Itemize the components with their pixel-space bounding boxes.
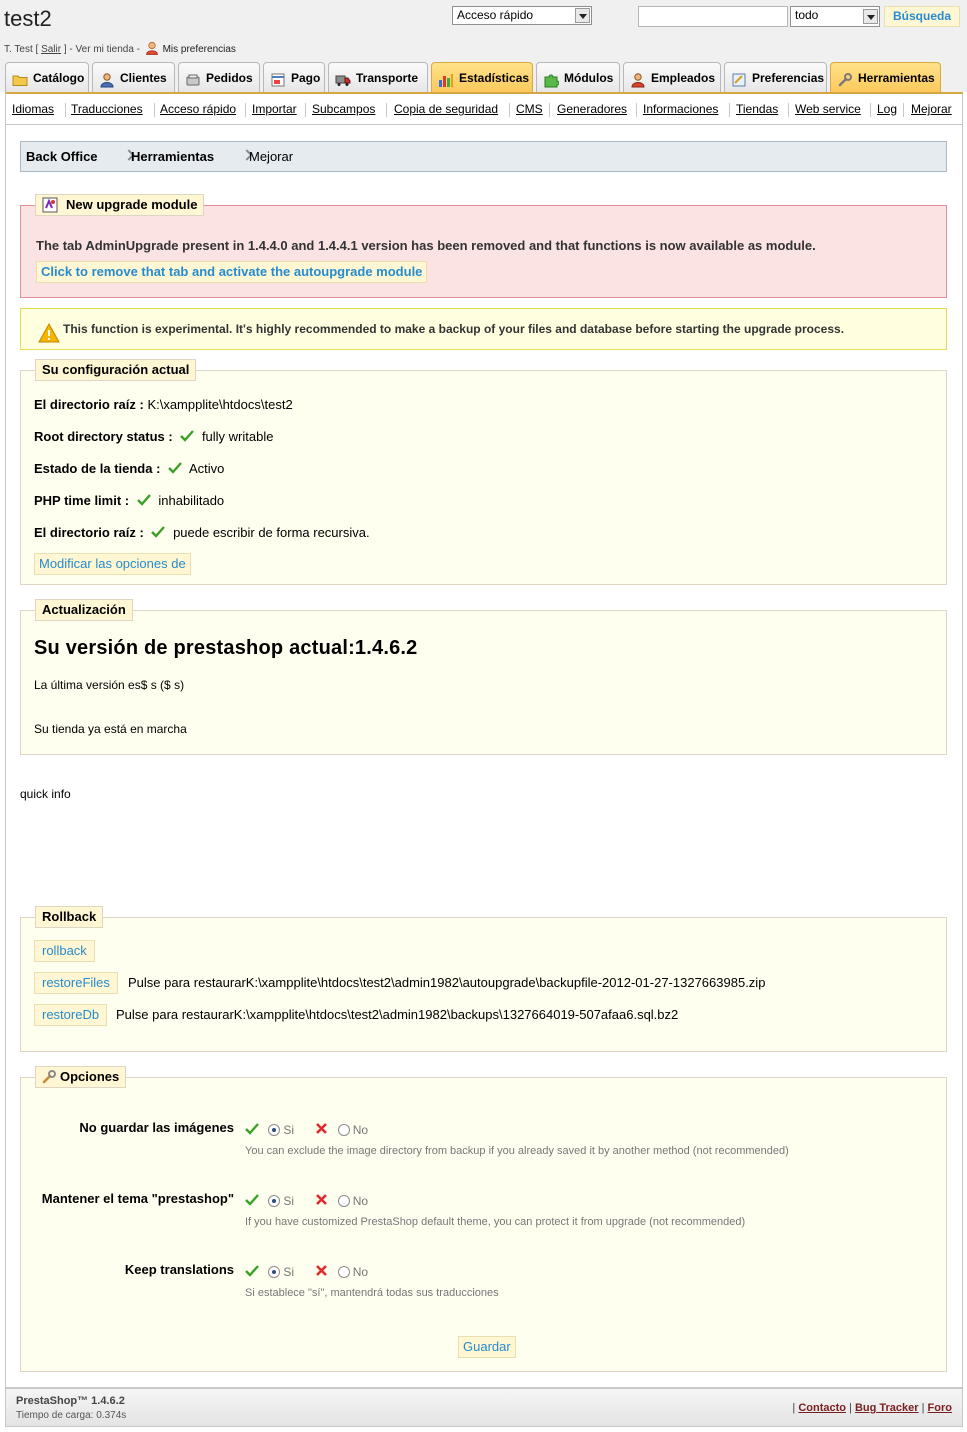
- subnav-traducciones[interactable]: Traducciones: [71, 102, 143, 116]
- option-label-keep-theme: Mantener el tema "prestashop": [41, 1191, 234, 1206]
- chevron-down-icon: [575, 8, 590, 23]
- chevron-down-icon: [863, 9, 878, 24]
- restore-db-button[interactable]: restoreDb: [34, 1004, 107, 1026]
- employee-icon: [630, 69, 646, 85]
- notice-text: The tab AdminUpgrade present in 1.4.4.0 and 1.4.4.1 version has been removed and that functions is now available as module.: [36, 238, 816, 253]
- option-control-keep-translations: Si No: [245, 1264, 368, 1280]
- footer-load-time: Tiempo de carga: 0.374s: [16, 1410, 127, 1421]
- modify-options-button[interactable]: Modificar las opciones de: [34, 553, 191, 575]
- separator: [788, 103, 789, 117]
- separator: [870, 103, 871, 117]
- yes-check-icon: [245, 1194, 259, 1209]
- config-value: inhabilitado: [158, 493, 225, 508]
- radio-yes[interactable]: [268, 1195, 280, 1207]
- tab-empleados[interactable]: Empleados: [623, 62, 721, 93]
- separator: [903, 103, 904, 117]
- bug-tracker-link[interactable]: Bug Tracker: [854, 1402, 919, 1414]
- tab-modulos[interactable]: Módulos: [536, 62, 620, 93]
- my-preferences-link[interactable]: Mis preferencias: [162, 44, 236, 56]
- subnav-acceso-rapido[interactable]: Acceso rápido: [160, 102, 237, 116]
- tab-preferencias[interactable]: Preferencias: [724, 62, 827, 93]
- tab-catalogo[interactable]: Catálogo: [5, 62, 89, 93]
- subnav-cms[interactable]: CMS: [516, 102, 543, 116]
- contact-link[interactable]: Contacto: [798, 1402, 846, 1414]
- config-row-root-recursive: El directorio raíz : puede escribir de forma recursiva.: [34, 525, 370, 540]
- cart-icon: [185, 69, 201, 85]
- user-icon: [99, 69, 115, 85]
- radio-yes[interactable]: [268, 1124, 280, 1136]
- preferences-icon: [731, 69, 747, 85]
- tab-herramientas[interactable]: Herramientas: [830, 62, 941, 93]
- update-legend: Actualización: [35, 599, 133, 621]
- check-icon: [180, 430, 194, 445]
- separator: [245, 103, 246, 117]
- user-icon: [145, 41, 159, 58]
- module-icon: [42, 197, 58, 219]
- quick-access-select[interactable]: [452, 6, 592, 25]
- config-value: puede escribir de forma recursiva.: [173, 525, 370, 540]
- save-button[interactable]: Guardar: [458, 1336, 516, 1358]
- config-value: Activo: [188, 461, 225, 476]
- radio-no[interactable]: [338, 1195, 350, 1207]
- radio-yes[interactable]: [268, 1266, 280, 1278]
- payment-icon: [270, 69, 286, 85]
- tab-transporte[interactable]: Transporte: [328, 62, 428, 93]
- option-hint: You can exclude the image directory from backup if you already saved it by another method (not recommended): [245, 1145, 789, 1157]
- subnav-tiendas[interactable]: Tiendas: [736, 102, 779, 116]
- no-cross-icon: [315, 1122, 328, 1138]
- tab-pedidos[interactable]: Pedidos: [178, 62, 260, 93]
- option-label-no-images: No guardar las imágenes: [79, 1120, 234, 1135]
- subnav-informaciones[interactable]: Informaciones: [643, 102, 719, 116]
- search-scope-value: todo: [795, 8, 819, 22]
- separator: [509, 103, 510, 117]
- yes-check-icon: [245, 1123, 259, 1138]
- restore-files-text: Pulse para restaurarK:\xampplite\htdocs\test2\admin1982\autoupgrade\backupfile-2012-01-27-1327663985.zip: [128, 975, 766, 990]
- tab-pago[interactable]: Pago: [263, 62, 325, 93]
- config-value: fully writable: [201, 429, 274, 444]
- warning-icon: [38, 319, 60, 359]
- subnav-log[interactable]: Log: [877, 102, 898, 116]
- option-hint: Si establece "sí", mantendrá todas sus traducciones: [245, 1287, 499, 1299]
- logout-link[interactable]: Salir: [41, 44, 62, 56]
- option-label-keep-translations: Keep translations: [124, 1262, 234, 1277]
- config-legend: Su configuración actual: [35, 359, 196, 381]
- subnav-idiomas[interactable]: Idiomas: [12, 102, 55, 116]
- chart-icon: [438, 69, 454, 85]
- config-row-root-status: Root directory status : fully writable: [34, 429, 274, 444]
- restore-files-button[interactable]: restoreFiles: [34, 972, 118, 994]
- separator: [549, 103, 550, 117]
- update-fieldset: [20, 602, 947, 755]
- quick-access-value: Acceso rápido: [457, 8, 534, 22]
- subnav-subcampos[interactable]: Subcampos: [312, 102, 376, 116]
- shop-status-text: Su tienda ya está en marcha: [34, 722, 187, 736]
- check-icon: [137, 494, 151, 509]
- radio-no[interactable]: [338, 1124, 350, 1136]
- option-control-keep-theme: Si No: [245, 1193, 368, 1209]
- rollback-fieldset: [20, 909, 947, 1052]
- breadcrumb: [20, 141, 947, 172]
- notice-legend: New upgrade module: [35, 194, 204, 216]
- breadcrumb-herramientas[interactable]: Herramientas: [131, 149, 215, 164]
- config-value: K:\xampplite\htdocs\test2: [147, 397, 293, 412]
- options-legend: Opciones: [35, 1066, 126, 1088]
- view-shop-text: ] - Ver mi tienda -: [63, 44, 140, 56]
- separator: [305, 103, 306, 117]
- breadcrumb-current: Mejorar: [249, 149, 294, 164]
- separator: [386, 103, 387, 117]
- config-row-root-dir: El directorio raíz : K:\xampplite\htdocs\test2: [34, 397, 293, 412]
- experimental-warning: [20, 308, 947, 350]
- subnav-importar[interactable]: Importar: [252, 102, 297, 116]
- truck-icon: [335, 69, 351, 85]
- wrench-icon: [41, 1069, 57, 1091]
- wrench-icon: [837, 69, 853, 85]
- yes-check-icon: [245, 1265, 259, 1280]
- sub-navigation: [5, 92, 963, 125]
- rollback-legend: Rollback: [35, 906, 103, 928]
- separator: [154, 103, 155, 117]
- subnav-web-service[interactable]: Web service: [795, 102, 861, 116]
- separator: [729, 103, 730, 117]
- subnav-generadores[interactable]: Generadores: [557, 102, 628, 116]
- tab-clientes[interactable]: Clientes: [92, 62, 175, 93]
- config-row-php-time: PHP time limit : inhabilitado: [34, 493, 225, 508]
- check-icon: [168, 462, 182, 477]
- tab-estadisticas[interactable]: Estadísticas: [431, 62, 533, 93]
- user-name: T. Test [: [4, 44, 39, 56]
- footer-links: | Contacto | Bug Tracker | Foro: [792, 1402, 952, 1414]
- search-button[interactable]: Búsqueda: [884, 6, 960, 27]
- footer: [5, 1387, 963, 1427]
- folder-icon: [12, 69, 28, 85]
- current-version-title: Su versión de prestashop actual:1.4.6.2: [34, 637, 418, 659]
- forum-link[interactable]: Foro: [927, 1402, 952, 1414]
- search-input[interactable]: [638, 6, 788, 27]
- latest-version-text: La última versión es$ s ($ s): [34, 678, 185, 692]
- no-cross-icon: [315, 1264, 328, 1280]
- header: [0, 0, 967, 92]
- restore-db-text: Pulse para restaurarK:\xampplite\htdocs\test2\admin1982\backups\1327664019-507afaa6.sql.bz2: [116, 1007, 679, 1022]
- puzzle-icon: [543, 69, 559, 85]
- current-config-fieldset: [20, 362, 947, 585]
- warning-text: This function is experimental. It's highly recommended to make a backup of your files and database before starting the upgrade process.: [63, 322, 845, 336]
- separator: [636, 103, 637, 117]
- quick-info-text: quick info: [20, 787, 71, 801]
- subnav-mejorar[interactable]: Mejorar: [911, 102, 952, 116]
- footer-version: PrestaShop™ 1.4.6.2: [16, 1395, 125, 1407]
- config-row-shop-status: Estado de la tienda : Activo: [34, 461, 225, 476]
- breadcrumb-back-office[interactable]: Back Office: [26, 149, 98, 164]
- rollback-button[interactable]: rollback: [34, 940, 95, 962]
- subnav-copia-seguridad[interactable]: Copia de seguridad: [394, 102, 499, 116]
- shop-name: test2: [4, 6, 52, 31]
- search-scope-select[interactable]: [790, 6, 880, 27]
- option-control-no-images: Si No: [245, 1122, 368, 1138]
- options-fieldset: [20, 1069, 947, 1372]
- upgrade-module-notice: [20, 197, 947, 298]
- separator: [65, 103, 66, 117]
- option-hint: If you have customized PrestaShop default theme, you can protect it from upgrade (not recommended): [245, 1216, 746, 1228]
- activate-autoupgrade-link[interactable]: Click to remove that tab and activate the autoupgrade module: [36, 261, 427, 283]
- user-line: [4, 41, 236, 58]
- check-icon: [151, 526, 165, 541]
- no-cross-icon: [315, 1193, 328, 1209]
- radio-no[interactable]: [338, 1266, 350, 1278]
